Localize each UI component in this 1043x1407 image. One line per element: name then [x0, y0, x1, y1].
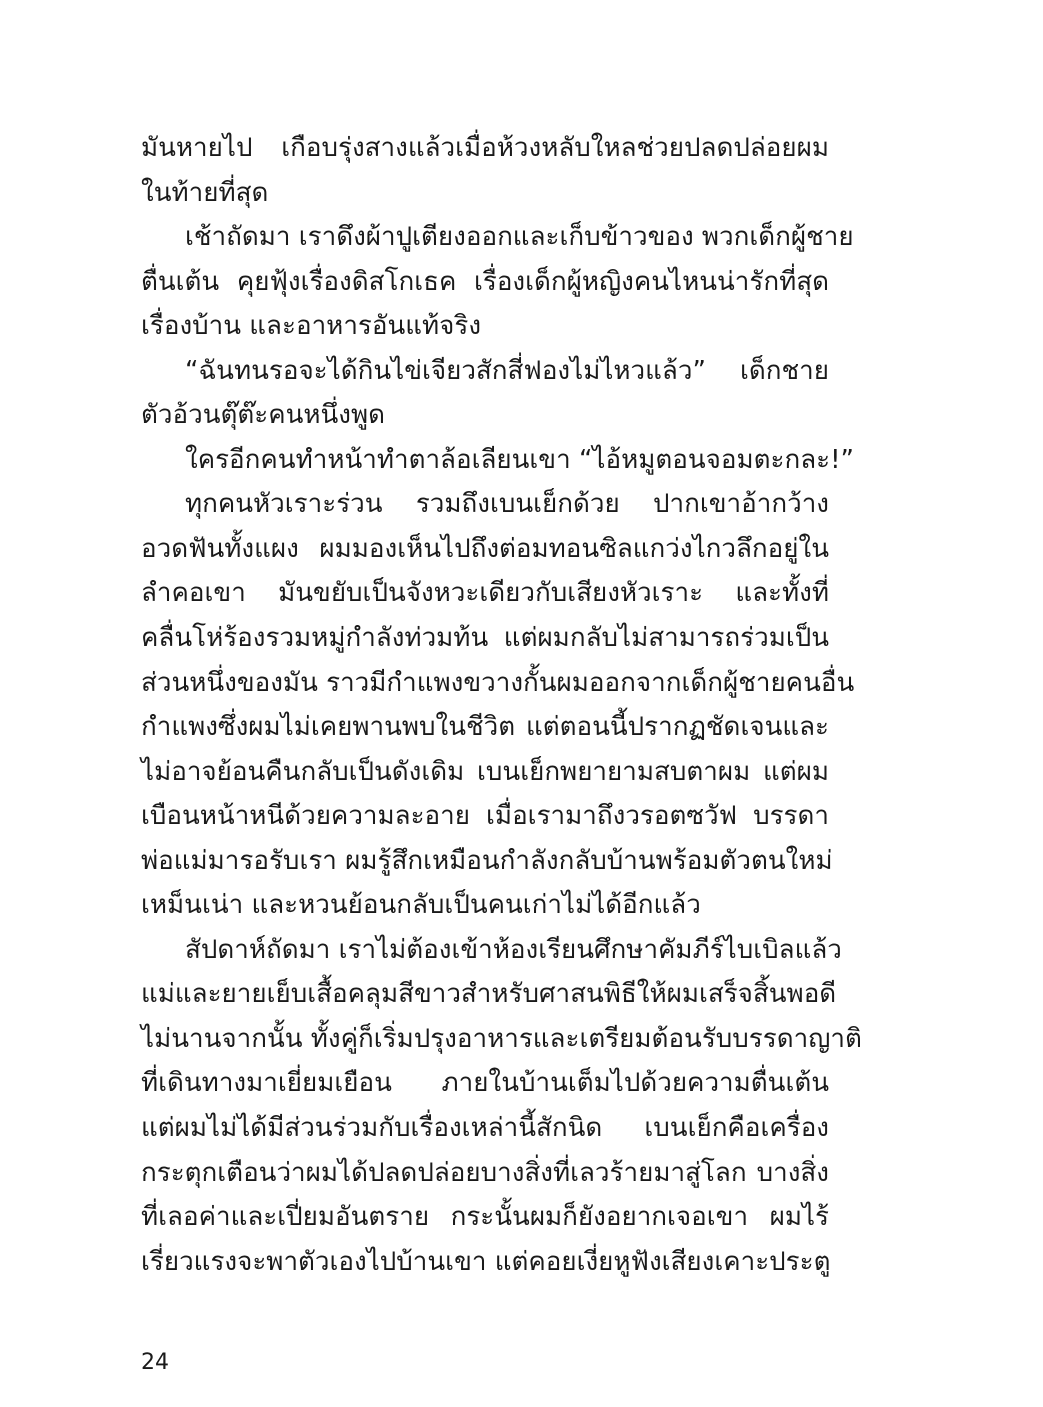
text-line: เรี่ยวแรงจะพาตัวเองไปบ้านเขา แต่คอยเงี่ยหูฟังเสียงเคาะประตู	[141, 1246, 831, 1277]
text-line: เช้าถัดมา เราดึงผ้าปูเตียงออกและเก็บข้าวของ พวกเด็กผู้ชาย	[185, 222, 854, 253]
text-line: ไม่นานจากนั้น ทั้งคู่ก็เริ่มปรุงอาหารและเตรียมต้อนรับบรรดาญาติ	[141, 1023, 862, 1054]
text-line: เหม็นเน่า และหวนย้อนกลับเป็นคนเก่าไม่ได้อีกแล้ว	[141, 890, 701, 921]
text-line: แต่ผมไม่ได้มีส่วนร่วมกับเรื่องเหล่านี้สักนิด เบนเย็กคือเครื่อง	[141, 1113, 829, 1144]
text-line: แม่และยายเย็บเสื้อคลุมสีขาวสำหรับศาสนพิธีให้ผมเสร็จสิ้นพอดี	[141, 979, 837, 1010]
text-line: ที่เดินทางมาเยี่ยมเยือน ภายในบ้านเต็มไปด้วยความตื่นเต้น	[141, 1068, 829, 1099]
text-line: อวดฟันทั้งแผง ผมมองเห็นไปถึงต่อมทอนซิลแกว่งไกวลึกอยู่ใน	[141, 533, 829, 564]
text-line: เบือนหน้าหนีด้วยความละอาย เมื่อเรามาถึงวรอตซวัฟ บรรดา	[141, 801, 829, 832]
page-number: 24	[141, 1350, 169, 1375]
text-line: มันหายไป เกือบรุ่งสางแล้วเมื่อห้วงหลับใหลช่วยปลดปล่อยผม	[141, 133, 829, 163]
text-line: ลำคอเขา มันขยับเป็นจังหวะเดียวกับเสียงหัวเราะ และทั้งที่	[141, 578, 829, 609]
text-line: ที่เลอค่าและเปี่ยมอันตราย กระนั้นผมก็ยังอยากเจอเขา ผมไร้	[141, 1202, 829, 1233]
text-line: “ฉันทนรอจะได้กินไข่เจียวสักสี่ฟองไม่ไหวแล้ว” เด็กชาย	[185, 355, 829, 386]
text-line: กระตุกเตือนว่าผมได้ปลดปล่อยบางสิ่งที่เลวร้ายมาสู่โลก บางสิ่ง	[141, 1157, 829, 1188]
body-text	[141, 126, 862, 1284]
text-line: ตัวอ้วนตุ๊ต๊ะคนหนึ่งพูด	[141, 400, 386, 431]
text-line: ไม่อาจย้อนคืนกลับเป็นดังเดิม เบนเย็กพยายามสบตาผม แต่ผม	[141, 756, 829, 787]
text-line: ใครอีกคนทำหน้าทำตาล้อเลียนเขา “ไอ้หมูตอนจอมตะกละ!”	[185, 444, 855, 475]
text-line: ส่วนหนึ่งของมัน ราวมีกำแพงขวางกั้นผมออกจากเด็กผู้ชายคนอื่น	[141, 667, 855, 698]
text-line: ในท้ายที่สุด	[141, 177, 269, 208]
text-line: พ่อแม่มารอรับเรา ผมรู้สึกเหมือนกำลังกลับบ้านพร้อมตัวตนใหม่	[141, 845, 833, 876]
text-line: สัปดาห์ถัดมา เราไม่ต้องเข้าห้องเรียนศึกษาคัมภีร์ไบเบิลแล้ว	[185, 934, 842, 965]
text-line: เรื่องบ้าน และอาหารอันแท้จริง	[141, 311, 482, 342]
text-line: กำแพงซึ่งผมไม่เคยพานพบในชีวิต แต่ตอนนี้ปรากฏชัดเจนและ	[141, 712, 829, 743]
text-line: ทุกคนหัวเราะร่วน รวมถึงเบนเย็กด้วย ปากเขาอ้ากว้าง	[185, 489, 829, 520]
text-line: ตื่นเต้น คุยฟุ้งเรื่องดิสโกเธค เรื่องเด็กผู้หญิงคนไหนน่ารักที่สุด	[141, 266, 829, 297]
text-line: คลื่นโห่ร้องรวมหมู่กำลังท่วมท้น แต่ผมกลับไม่สามารถร่วมเป็น	[141, 623, 829, 654]
